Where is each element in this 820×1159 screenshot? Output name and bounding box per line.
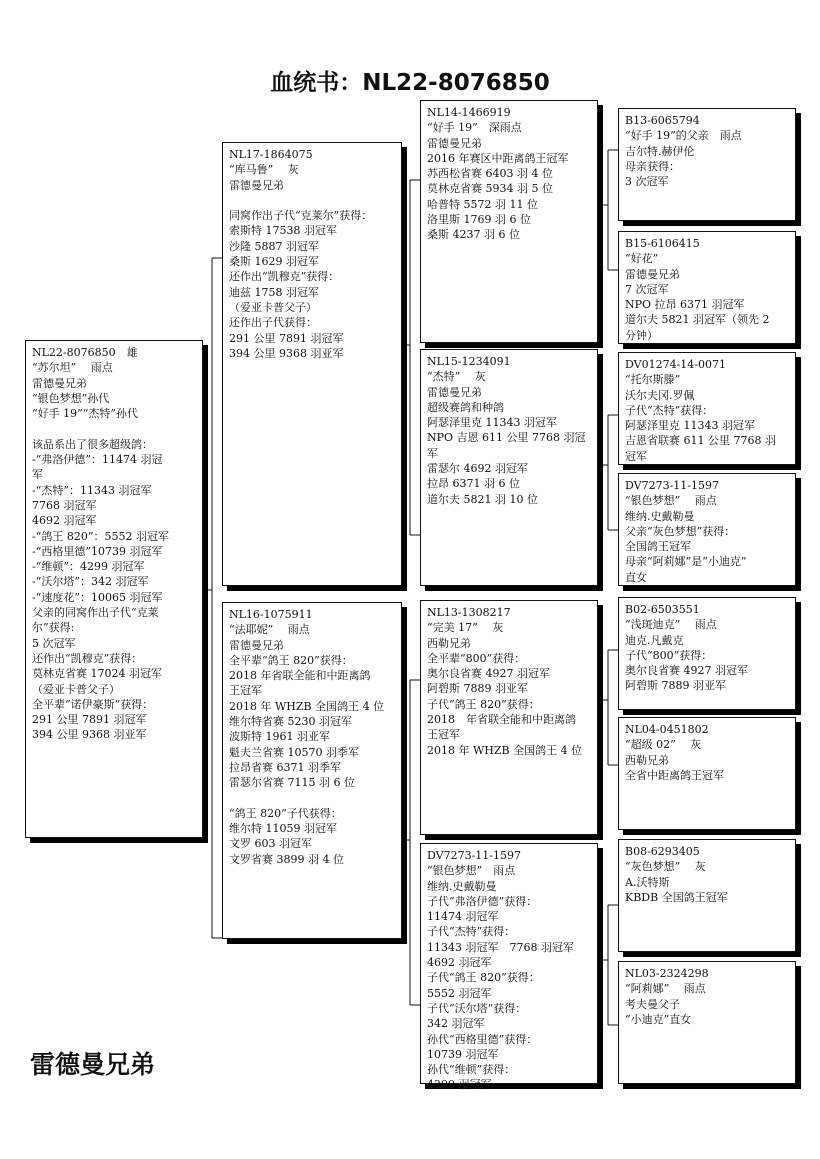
card-line: 迪克.凡戴克 bbox=[625, 633, 684, 647]
card-line: 维纳.史戴勒曼 bbox=[625, 509, 695, 523]
card-line: 7 次冠军 bbox=[625, 282, 669, 296]
card-line: 2018 年 WHZB 全国鸽王 4 位 bbox=[229, 699, 385, 713]
card-line: 拉昂 6371 羽 6 位 bbox=[427, 477, 520, 491]
card-line: 魁夫兰省赛 10570 羽季军 bbox=[229, 745, 359, 759]
card-line: 2018 年省联全能和中距离鸽 bbox=[427, 713, 576, 727]
card-line: 军 bbox=[427, 446, 438, 460]
card-line: 5 次冠军 bbox=[32, 636, 76, 650]
card-line: 尔”获得: bbox=[32, 621, 75, 635]
card-line: 子代“杰特”获得： bbox=[625, 403, 714, 417]
card-line: 维尔特省赛 5230 羽冠军 bbox=[229, 715, 352, 729]
card-line: 吉恩省联赛 611 公里 7768 羽 bbox=[625, 434, 776, 448]
card-line: 阿碧斯 7889 羽亚军 bbox=[427, 682, 528, 696]
card-line bbox=[229, 193, 395, 208]
card-line: NPO 吉恩 611 公里 7768 羽冠 bbox=[427, 431, 586, 445]
card-line: 291 公里 7891 羽冠军 bbox=[229, 331, 344, 345]
card-line: 子代“杰特”获得： bbox=[427, 925, 516, 939]
card-line: 子代“弗洛伊德”获得： bbox=[427, 894, 538, 908]
card-line: 子代“鸽王 820”获得： bbox=[427, 697, 540, 711]
card-line: 苏西松省赛 6403 羽 4 位 bbox=[427, 167, 553, 181]
card-line: 吉尔特.赫伊伦 bbox=[625, 144, 695, 158]
card-line: 全平辈“诺伊豪斯”获得： bbox=[32, 697, 154, 711]
card-line: 西勒兄弟 bbox=[427, 636, 471, 650]
card-line: -“杰特”：11343 羽冠军 bbox=[32, 483, 152, 497]
card-line: 全省中距离鸽王冠军 bbox=[625, 768, 724, 782]
card-line: 军 bbox=[32, 468, 43, 482]
card-line: 维尔特 11059 羽冠军 bbox=[229, 822, 337, 836]
card-line: NL13-1308217 bbox=[427, 606, 511, 619]
card-line: DV7273-11-1597 bbox=[427, 849, 521, 862]
card-line: 母亲获得： bbox=[625, 159, 680, 173]
card-line: 4692 羽冠军 bbox=[427, 956, 492, 970]
card-line: B08-6293405 bbox=[625, 845, 700, 858]
card-line: 迪兹 1758 羽冠军 bbox=[229, 285, 319, 299]
card-line: “好手 19”的父亲 雨点 bbox=[625, 129, 742, 143]
card-line: 阿瑟泽里克 11343 羽冠军 bbox=[625, 419, 755, 433]
ssd-card bbox=[618, 231, 796, 344]
card-line: 子代“800”获得： bbox=[625, 648, 713, 662]
card-line bbox=[32, 421, 196, 436]
card-line: “好手 19”“杰特”孙代 bbox=[32, 407, 138, 421]
card-line: 桑斯 1629 羽冠军 bbox=[229, 255, 319, 269]
card-line: 雷瑟尔省赛 7115 羽 6 位 bbox=[229, 776, 355, 790]
card-line: 子代“鸽王 820”获得： bbox=[427, 971, 540, 985]
card-line: “浅斑迪克” 雨点 bbox=[625, 618, 717, 632]
card-line: 孙代“维顿”获得： bbox=[427, 1063, 516, 1077]
card-line: -“弗洛伊德”：11474 羽冠 bbox=[32, 453, 163, 467]
dam-dam-card bbox=[420, 843, 598, 1092]
card-line: 2018 年 WHZB 全国鸽王 4 位 bbox=[427, 743, 583, 757]
card-line: NL03-2324298 bbox=[625, 967, 709, 980]
card-line: 孙代“西格里德”获得： bbox=[427, 1032, 538, 1046]
page-title: 血统书：NL22-8076850 bbox=[270, 70, 550, 96]
card-line: 考夫曼父子 bbox=[625, 997, 680, 1011]
card-line: DV01274-14-0071 bbox=[625, 358, 726, 371]
card-line: “完美 17” 灰 bbox=[427, 621, 504, 635]
card-line: 同窝作出子代“克莱尔”获得： bbox=[229, 209, 373, 223]
card-line: 还作出“凯穆克”获得： bbox=[32, 651, 143, 665]
card-line: 雷德曼兄弟 bbox=[427, 385, 482, 399]
card-line: “托尔斯滕” bbox=[625, 373, 681, 387]
card-line: （爱亚卡普父子） bbox=[229, 300, 317, 314]
card-line: 索斯特 17538 羽冠军 bbox=[229, 224, 337, 238]
card-line: 5552 羽冠军 bbox=[427, 986, 492, 1000]
card-line: 4299 羽冠军 bbox=[427, 1078, 492, 1092]
card-line: 342 羽冠军 bbox=[427, 1017, 485, 1031]
card-line: 2016 年赛区中距离鸽王冠军 bbox=[427, 151, 569, 165]
card-line: 全平辈“800”获得： bbox=[427, 651, 526, 665]
card-line: 2018 年省联全能和中距离鸽 bbox=[229, 669, 371, 683]
card-line: 4692 羽冠军 bbox=[32, 514, 97, 528]
card-line: 11474 羽冠军 bbox=[427, 910, 499, 924]
card-line: 10739 羽冠军 bbox=[427, 1047, 499, 1061]
card-line: 母亲“阿莉娜”是“小迪克” bbox=[625, 555, 747, 569]
card-line: 阿碧斯 7889 羽亚军 bbox=[625, 679, 726, 693]
card-line: NL17-1864075 bbox=[229, 148, 313, 161]
card-line: 奥尔良省赛 4927 羽冠军 bbox=[625, 664, 748, 678]
card-line: 沃尔夫冈.罗佩 bbox=[625, 388, 695, 402]
card-line: 3 次冠军 bbox=[625, 175, 669, 189]
sds-card bbox=[618, 352, 796, 465]
card-line: -“维顿”：4299 羽冠军 bbox=[32, 560, 145, 574]
card-line: 父亲“灰色梦想”获得： bbox=[625, 524, 736, 538]
card-line: -“沃尔塔”：342 羽冠军 bbox=[32, 575, 149, 589]
dss-card bbox=[618, 597, 796, 710]
card-line: 394 公里 9368 羽亚军 bbox=[32, 728, 147, 742]
card-line: 道尔夫 5821 羽冠军（领先 2 bbox=[625, 313, 770, 327]
card-line: “库马鲁” 灰 bbox=[229, 163, 299, 177]
card-line: 哈普特 5572 羽 11 位 bbox=[427, 197, 538, 211]
card-line: 子代“沃尔塔”获得： bbox=[427, 1001, 527, 1015]
card-line: 道尔夫 5821 羽 10 位 bbox=[427, 492, 538, 506]
card-line: 沙隆 5887 羽冠军 bbox=[229, 239, 319, 253]
card-line: B15-6106415 bbox=[625, 237, 700, 250]
card-line: KBDB 全国鸽王冠军 bbox=[625, 890, 728, 904]
card-line: “好花” bbox=[625, 252, 659, 266]
card-line: 雷德曼兄弟 bbox=[32, 376, 87, 390]
card-line: DV7273-11-1597 bbox=[625, 479, 719, 492]
card-line: B02-6503551 bbox=[625, 603, 700, 616]
card-line: “银色梦想” 雨点 bbox=[625, 494, 717, 508]
card-line: 西勒兄弟 bbox=[625, 753, 669, 767]
card-line: “法耶妮” 雨点 bbox=[229, 623, 310, 637]
card-line: NL22-8076850 雄 bbox=[32, 346, 138, 359]
card-line: “鸽王 820”子代获得： bbox=[229, 806, 342, 820]
card-line: 7768 羽冠军 bbox=[32, 498, 97, 512]
card-line: 奥尔良省赛 4927 羽冠军 bbox=[427, 667, 550, 681]
card-line: 洛里斯 1769 羽 6 位 bbox=[427, 213, 531, 227]
card-line: 还作出子代获得： bbox=[229, 316, 317, 330]
dam-sire-card bbox=[420, 600, 598, 835]
card-line: 拉昂省赛 6371 羽季军 bbox=[229, 760, 341, 774]
card-line: 王冠军 bbox=[427, 728, 460, 742]
card-line: 桑斯 4237 羽 6 位 bbox=[427, 228, 520, 242]
card-line: -“西格里德”10739 羽冠军 bbox=[32, 544, 163, 558]
card-line: 雷德曼兄弟 bbox=[427, 136, 482, 150]
card-line: “好手 19” 深雨点 bbox=[427, 121, 522, 135]
card-line: 291 公里 7891 羽冠军 bbox=[32, 713, 147, 727]
dds-card bbox=[618, 839, 796, 952]
card-line: 王冠军 bbox=[229, 684, 262, 698]
card-line: 莫林克省赛 5934 羽 5 位 bbox=[427, 182, 553, 196]
card-line: 11343 羽冠军 7768 羽冠军 bbox=[427, 940, 574, 954]
card-line: 还作出“凯穆克”获得： bbox=[229, 270, 340, 284]
card-line: 阿瑟泽里克 11343 羽冠军 bbox=[427, 416, 557, 430]
card-line: “苏尔坦” 雨点 bbox=[32, 361, 113, 375]
card-line: -“速度花”：10065 羽冠军 bbox=[32, 590, 163, 604]
card-line: 文罗 603 羽冠军 bbox=[229, 837, 312, 851]
card-line: （爱亚卡普父子） bbox=[32, 682, 120, 696]
card-line: NL16-1075911 bbox=[229, 608, 313, 621]
card-line: 全平辈“鸽王 820”获得： bbox=[229, 653, 353, 667]
sss-card bbox=[618, 108, 796, 221]
sdd-card bbox=[618, 473, 796, 586]
card-line: 莫林克省赛 17024 羽冠军 bbox=[32, 667, 162, 681]
card-line: “银色梦想”孙代 bbox=[32, 391, 110, 405]
card-line: “银色梦想” 雨点 bbox=[427, 864, 516, 878]
card-line: “超级 02” 灰 bbox=[625, 738, 702, 752]
ddd-card bbox=[618, 961, 796, 1084]
dam-card bbox=[222, 602, 402, 939]
card-line: 超级赛鸽和种鸽 bbox=[427, 400, 504, 414]
card-line: “小迪克”直女 bbox=[625, 1012, 692, 1026]
card-line: 雷德曼兄弟 bbox=[229, 638, 284, 652]
card-line: “杰特” 灰 bbox=[427, 370, 486, 384]
card-line: 雷德曼兄弟 bbox=[229, 178, 284, 192]
card-line: NL14-1466919 bbox=[427, 106, 511, 119]
subject-pigeon-card bbox=[25, 340, 203, 838]
card-line: 直女 bbox=[625, 570, 647, 584]
card-line: NPO 拉昂 6371 羽冠军 bbox=[625, 298, 745, 312]
sire-card bbox=[222, 142, 402, 586]
card-line: 文罗省赛 3899 羽 4 位 bbox=[229, 852, 344, 866]
card-line: 雷德曼兄弟 bbox=[625, 267, 680, 281]
card-line: 维纳.史戴勒曼 bbox=[427, 879, 497, 893]
sire-dam-card bbox=[420, 349, 598, 586]
card-line: NL15-1234091 bbox=[427, 355, 511, 368]
card-line bbox=[229, 791, 395, 806]
dsd-card bbox=[618, 717, 796, 830]
card-line: 分钟） bbox=[625, 328, 658, 342]
card-line: “阿莉娜” 雨点 bbox=[625, 982, 706, 996]
card-line: B13-6065794 bbox=[625, 114, 700, 127]
card-line: -“鸽王 820”：5552 羽冠军 bbox=[32, 529, 169, 543]
card-line: 波斯特 1961 羽亚军 bbox=[229, 730, 330, 744]
sire-sire-card bbox=[420, 100, 598, 343]
card-line: 394 公里 9368 羽亚军 bbox=[229, 346, 344, 360]
breeder-name: 雷德曼兄弟 bbox=[30, 1050, 156, 1079]
card-line: “灰色梦想” 灰 bbox=[625, 860, 706, 874]
card-line: 全国鸽王冠军 bbox=[625, 540, 691, 554]
card-line: 冠军 bbox=[625, 449, 647, 463]
card-line: 雷瑟尔 4692 羽冠军 bbox=[427, 462, 528, 476]
card-line: NL04-0451802 bbox=[625, 723, 709, 736]
card-line: 该品系出了很多超级鸽： bbox=[32, 437, 153, 451]
card-line: A.沃特斯 bbox=[625, 875, 670, 889]
card-line: 父亲的同窝作出子代“克莱 bbox=[32, 606, 159, 620]
